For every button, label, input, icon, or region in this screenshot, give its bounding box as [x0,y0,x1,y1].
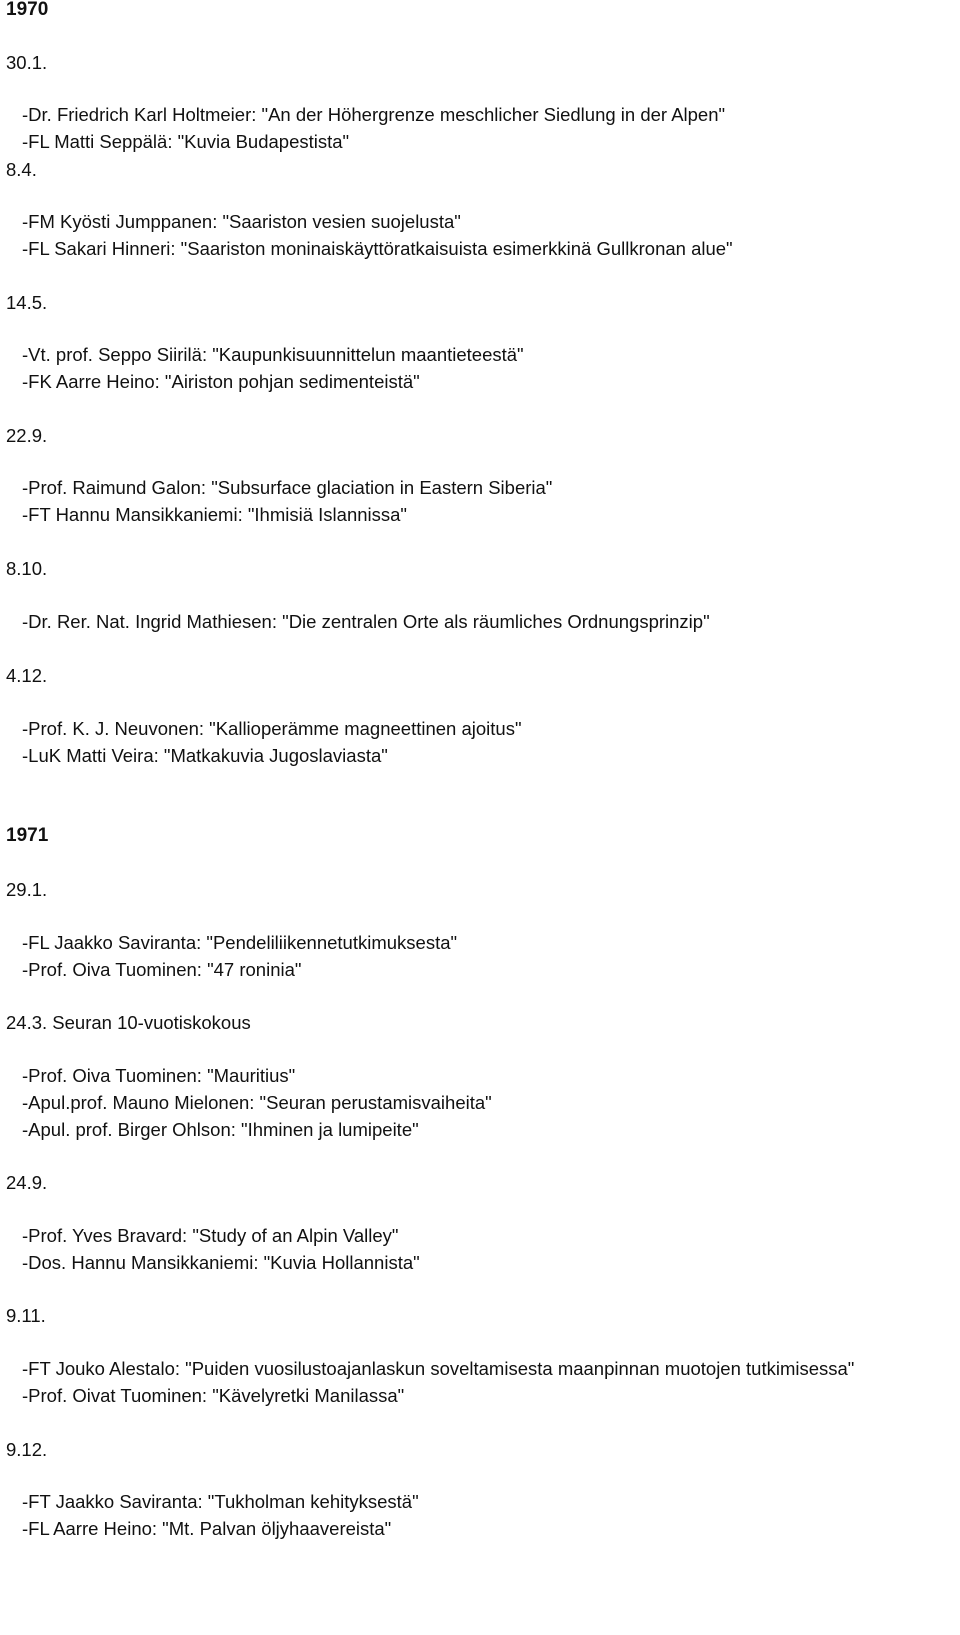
year-heading-1971: 1971 [6,825,49,846]
meeting-date: 24.9. [6,1172,48,1193]
lecture-entry: -Vt. prof. Seppo Siirilä: "Kaupunkisuunnittelun maantieteestä" [22,344,524,365]
lecture-entry: -FL Jaakko Saviranta: "Pendeliliikennetutkimuksesta" [22,932,458,953]
lecture-entry: -Dr. Rer. Nat. Ingrid Mathiesen: "Die zentralen Orte als räumliches Ordnungsprinzip" [22,611,710,632]
meeting-date: 8.10. [6,558,48,579]
meeting-date: 30.1. [6,52,48,73]
meeting-date: 8.4. [6,159,37,180]
meeting-date: 14.5. [6,292,48,313]
lecture-entry: -FK Aarre Heino: "Airiston pohjan sedimenteistä" [22,371,420,392]
lecture-entry: -LuK Matti Veira: "Matkakuvia Jugoslaviasta" [22,745,388,766]
lecture-entry: -Prof. Yves Bravard: "Study of an Alpin Valley" [22,1225,399,1246]
lecture-entry: -FL Matti Seppälä: "Kuvia Budapestista" [22,131,350,152]
lecture-entry: -FT Jaakko Saviranta: "Tukholman kehityksestä" [22,1491,419,1512]
lecture-entry: -Apul.prof. Mauno Mielonen: "Seuran perustamisvaiheita" [22,1092,492,1113]
meeting-date: 29.1. [6,879,48,900]
meeting-date: 9.11. [6,1305,46,1326]
lecture-entry: -Dos. Hannu Mansikkaniemi: "Kuvia Hollannista" [22,1252,420,1273]
meeting-date: 9.12. [6,1439,48,1460]
lecture-entry: -FT Jouko Alestalo: "Puiden vuosilustoajanlaskun soveltamisesta maanpinnan muotojen tutkimisessa" [22,1358,855,1379]
lecture-entry: -FM Kyösti Jumppanen: "Saariston vesien suojelusta" [22,211,461,232]
lecture-entry: -Prof. Oiva Tuominen: "47 roninia" [22,959,302,980]
year-heading-1970: 1970 [6,0,49,20]
meeting-date: 24.3. Seuran 10-vuotiskokous [6,1012,251,1033]
lecture-entry: -Prof. Oivat Tuominen: "Kävelyretki Manilassa" [22,1385,405,1406]
lecture-entry: -Apul. prof. Birger Ohlson: "Ihminen ja lumipeite" [22,1119,419,1140]
lecture-entry: -Prof. K. J. Neuvonen: "Kallioperämme magneettinen ajoitus" [22,718,522,739]
lecture-entry: -FL Sakari Hinneri: "Saariston moninaiskäyttöratkaisuista esimerkkinä Gullkronan alue" [22,238,733,259]
lecture-entry: -FL Aarre Heino: "Mt. Palvan öljyhaavereista" [22,1518,392,1539]
lecture-entry: -FT Hannu Mansikkaniemi: "Ihmisiä Islannissa" [22,504,407,525]
meeting-date: 22.9. [6,425,48,446]
meeting-date: 4.12. [6,665,48,686]
lecture-entry: -Prof. Oiva Tuominen: "Mauritius" [22,1065,296,1086]
lecture-entry: -Dr. Friedrich Karl Holtmeier: "An der Höhergrenze meschlicher Siedlung in der Alpen" [22,104,726,125]
lecture-entry: -Prof. Raimund Galon: "Subsurface glaciation in Eastern Siberia" [22,477,553,498]
